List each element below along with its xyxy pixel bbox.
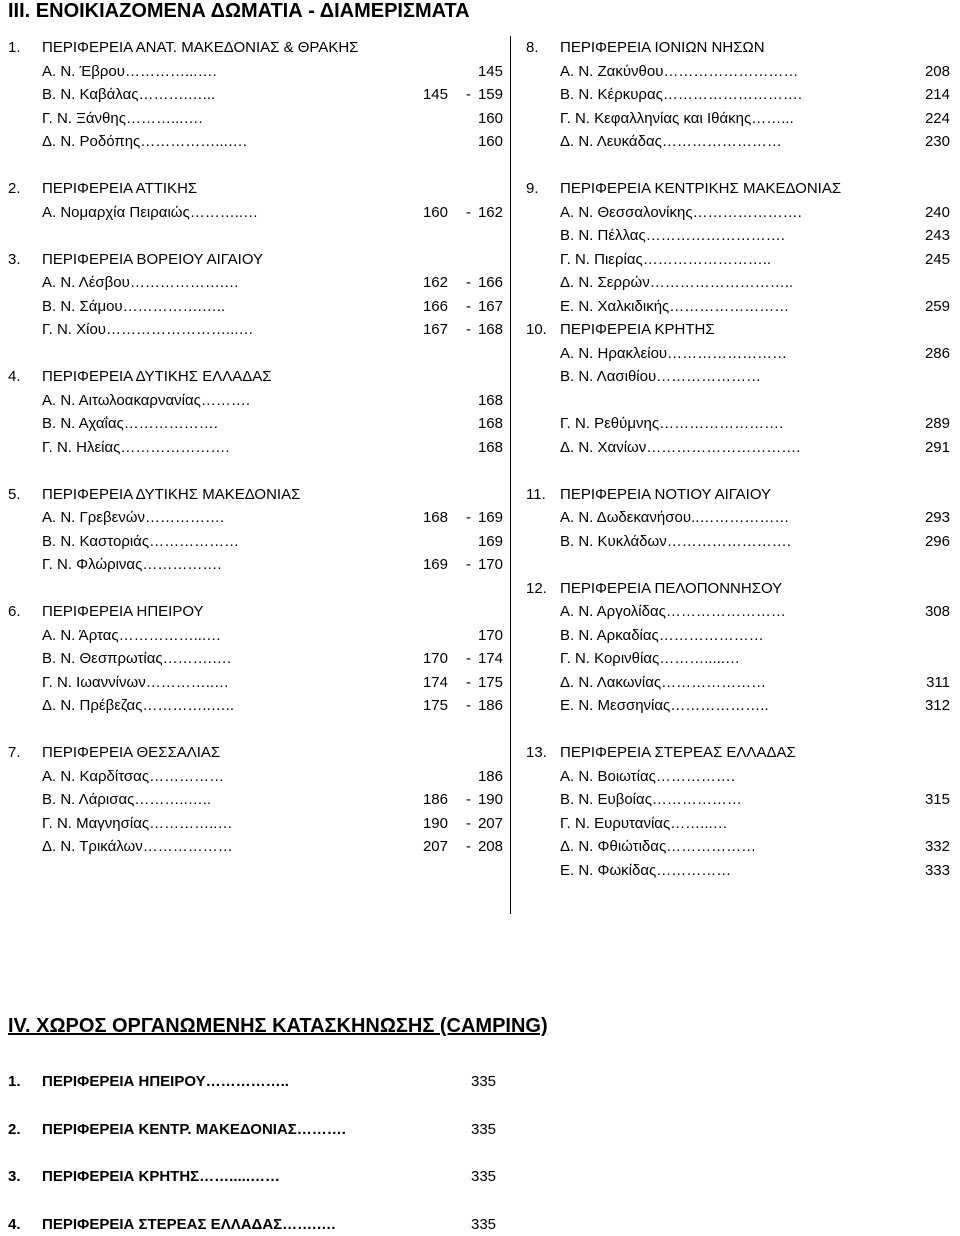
prefecture-name: Γ. Ν. Ευρυτανίας……...… xyxy=(560,812,728,836)
prefecture-row xyxy=(526,671,956,695)
prefecture-row xyxy=(8,812,503,836)
page-number: 214 xyxy=(925,83,950,107)
prefecture-row xyxy=(8,671,503,695)
prefecture-row xyxy=(8,788,503,812)
prefecture-name: Ε. Ν. Χαλκιδικής…………………… xyxy=(560,295,789,319)
prefecture-row xyxy=(526,248,956,272)
prefecture-name: Β. Ν. Καστοριάς……………… xyxy=(42,530,239,554)
page-number: 259 xyxy=(925,295,950,319)
region-heading xyxy=(8,177,503,201)
prefecture-name: Β. Ν. Αχαΐας………………. xyxy=(42,412,218,436)
region-block xyxy=(526,36,956,177)
prefecture-name: Α. Ν. Θεσσαλονίκης…………………. xyxy=(560,201,802,225)
prefecture-row xyxy=(8,107,503,131)
prefecture-row xyxy=(526,130,956,154)
camping-number: 4. xyxy=(8,1213,21,1236)
prefecture-row xyxy=(8,506,503,530)
region-gap xyxy=(526,459,956,483)
prefecture-name: Γ. Ν. Κεφαλληνίας και Ιθάκης……... xyxy=(560,107,794,131)
prefecture-row xyxy=(526,624,956,648)
region-heading xyxy=(526,741,956,765)
column-divider xyxy=(510,36,511,914)
region-heading xyxy=(526,318,956,342)
prefecture-row xyxy=(8,694,503,718)
region-number: 1. xyxy=(8,36,21,60)
region-number: 7. xyxy=(8,741,21,765)
page-number: 245 xyxy=(925,248,950,272)
prefecture-row xyxy=(526,812,956,836)
prefecture-name: Β. Ν. Σάμου…………….….. xyxy=(42,295,225,319)
page-number: 207 xyxy=(478,812,503,836)
page-number: 166 xyxy=(478,271,503,295)
page-from: 160 xyxy=(423,201,448,225)
prefecture-row xyxy=(8,436,503,460)
page-number: 291 xyxy=(925,436,950,460)
camping-region: ΠΕΡΙΦΕΡΕΙΑ ΚΡΗΤΗΣ…….....…… xyxy=(42,1165,280,1189)
page-number: 170 xyxy=(478,624,503,648)
prefecture-name: Α. Ν. Δωδεκανήσου..……………… xyxy=(560,506,789,530)
page-from: 162 xyxy=(423,271,448,295)
page-number: 170 xyxy=(478,553,503,577)
page-dash: - xyxy=(466,835,471,859)
region-gap xyxy=(8,577,503,601)
prefecture-name: Β. Ν. Αρκαδίας………………… xyxy=(560,624,764,648)
page-dash: - xyxy=(466,506,471,530)
page-dash: - xyxy=(466,201,471,225)
page-number: 175 xyxy=(478,671,503,695)
prefecture-name: Δ. Ν. Φθιώτιδας……………… xyxy=(560,835,756,859)
region-block xyxy=(8,365,503,483)
prefecture-row xyxy=(526,694,956,718)
prefecture-name: Α. Ν. Γρεβενών……………. xyxy=(42,506,224,530)
region-name: ΠΕΡΙΦΕΡΕΙΑ ΑΤΤΙΚΗΣ xyxy=(42,177,197,201)
page-number: 160 xyxy=(478,130,503,154)
prefecture-name: Γ. Ν. Ξάνθης………...…. xyxy=(42,107,203,131)
prefecture-name: Δ. Ν. Τρικάλων……………… xyxy=(42,835,233,859)
prefecture-row xyxy=(526,60,956,84)
region-name: ΠΕΡΙΦΕΡΕΙΑ ΚΡΗΤΗΣ xyxy=(560,318,715,342)
page-number: 333 xyxy=(925,859,950,883)
camping-region: ΠΕΡΙΦΕΡΕΙΑ ΣΤΕΡΕΑΣ ΕΛΛΑΔΑΣ…….…. xyxy=(42,1213,335,1236)
prefecture-name: Ε. Ν. Μεσσηνίας……………….. xyxy=(560,694,769,718)
camping-row xyxy=(8,1213,608,1236)
page-number: 167 xyxy=(478,295,503,319)
prefecture-name: Β. Ν. Καβάλας……….…... xyxy=(42,83,215,107)
page-from: 190 xyxy=(423,812,448,836)
page-dash: - xyxy=(466,295,471,319)
prefecture-row xyxy=(8,318,503,342)
prefecture-name: Γ. Ν. Φλώρινας……………. xyxy=(42,553,222,577)
region-name: ΠΕΡΙΦΕΡΕΙΑ ΑΝΑΤ. ΜΑΚΕΔΟΝΙΑΣ & ΘΡΑΚΗΣ xyxy=(42,36,358,60)
camping-number: 2. xyxy=(8,1118,21,1142)
page-number: 289 xyxy=(925,412,950,436)
region-block xyxy=(526,577,956,742)
prefecture-name: Δ. Ν. Λευκάδας…………………… xyxy=(560,130,782,154)
left-column xyxy=(8,36,503,859)
region-name: ΠΕΡΙΦΕΡΕΙΑ ΔΥΤΙΚΗΣ ΜΑΚΕΔΟΝΙΑΣ xyxy=(42,483,300,507)
prefecture-name: Α. Ν. Αιτωλοακαρνανίας………. xyxy=(42,389,250,413)
prefecture-name: Α. Ν. Ηρακλείου…………………… xyxy=(560,342,787,366)
prefecture-row xyxy=(526,224,956,248)
page-from: 168 xyxy=(423,506,448,530)
prefecture-row xyxy=(526,201,956,225)
prefecture-name: Α. Ν. Βοιωτίας……………. xyxy=(560,765,735,789)
region-block xyxy=(8,600,503,741)
page-number: 169 xyxy=(478,530,503,554)
page-from: 174 xyxy=(423,671,448,695)
camping-number: 1. xyxy=(8,1070,21,1094)
page-from: 169 xyxy=(423,553,448,577)
page-number: 240 xyxy=(925,201,950,225)
prefecture-name: Α. Νομαρχία Πειραιώς………..… xyxy=(42,201,258,225)
prefecture-name: Α. Ν. Καρδίτσας…………… xyxy=(42,765,224,789)
camping-page: 335 xyxy=(471,1070,496,1094)
prefecture-row xyxy=(526,342,956,366)
prefecture-name: Δ. Ν. Λακωνίας………………… xyxy=(560,671,766,695)
page-number: 208 xyxy=(925,60,950,84)
prefecture-row xyxy=(526,436,956,460)
page-number: 243 xyxy=(925,224,950,248)
region-number: 8. xyxy=(526,36,539,60)
region-name: ΠΕΡΙΦΕΡΕΙΑ ΗΠΕΙΡΟΥ xyxy=(42,600,204,624)
camping-row xyxy=(8,1165,608,1189)
region-number: 13. xyxy=(526,741,547,765)
page-number: 186 xyxy=(478,765,503,789)
region-gap xyxy=(8,224,503,248)
page-number: 190 xyxy=(478,788,503,812)
camping-region: ΠΕΡΙΦΕΡΕΙΑ ΚΕΝΤΡ. ΜΑΚΕΔΟΝΙΑΣ………. xyxy=(42,1118,346,1142)
page-number: 293 xyxy=(925,506,950,530)
page-number: 168 xyxy=(478,318,503,342)
region-name: ΠΕΡΙΦΕΡΕΙΑ ΣΤΕΡΕΑΣ ΕΛΛΑΔΑΣ xyxy=(560,741,796,765)
prefecture-name: Γ. Ν. Ηλείας…………………. xyxy=(42,436,230,460)
prefecture-row xyxy=(526,835,956,859)
prefecture-row xyxy=(526,530,956,554)
region-number: 6. xyxy=(8,600,21,624)
region-heading xyxy=(526,483,956,507)
page-number: 315 xyxy=(925,788,950,812)
region-gap xyxy=(8,154,503,178)
prefecture-name: Α. Ν. Ζακύνθου……………………… xyxy=(560,60,798,84)
page-from: 166 xyxy=(423,295,448,319)
prefecture-row xyxy=(8,83,503,107)
prefecture-row xyxy=(526,412,956,436)
region-block xyxy=(8,741,503,859)
region-heading xyxy=(526,36,956,60)
camping-region: ΠΕΡΙΦΕΡΕΙΑ ΗΠΕΙΡΟΥ…………….. xyxy=(42,1070,289,1094)
region-gap xyxy=(8,718,503,742)
region-heading xyxy=(8,248,503,272)
region-block xyxy=(526,318,956,483)
page-number: 174 xyxy=(478,647,503,671)
region-number: 5. xyxy=(8,483,21,507)
prefecture-name: Β. Ν. Ευβοίας……………… xyxy=(560,788,742,812)
page-number: 312 xyxy=(925,694,950,718)
prefecture-row xyxy=(526,107,956,131)
page-number: 160 xyxy=(478,107,503,131)
page-number: 286 xyxy=(925,342,950,366)
camping-section xyxy=(8,1006,608,1236)
region-number: 3. xyxy=(8,248,21,272)
camping-page: 335 xyxy=(471,1118,496,1142)
prefecture-row xyxy=(8,130,503,154)
page-dash: - xyxy=(466,647,471,671)
prefecture-name: Ε. Ν. Φωκίδας…………… xyxy=(560,859,731,883)
region-name: ΠΕΡΙΦΕΡΕΙΑ ΝΟΤΙΟΥ ΑΙΓΑΙΟΥ xyxy=(560,483,771,507)
page-from: 207 xyxy=(423,835,448,859)
page-from: 170 xyxy=(423,647,448,671)
prefecture-row xyxy=(8,389,503,413)
section-title: III. ΕΝΟΙΚΙΑΖΟΜΕΝΑ ΔΩΜΑΤΙΑ - ΔΙΑΜΕΡΙΣΜΑΤΑ xyxy=(8,0,470,23)
prefecture-name: Γ. Ν. Μαγνησίας…………..… xyxy=(42,812,232,836)
page-number: 168 xyxy=(478,412,503,436)
camping-row xyxy=(8,1070,608,1094)
prefecture-name: Α. Ν. Έβρου…………...…. xyxy=(42,60,217,84)
prefecture-row xyxy=(526,788,956,812)
page-number: 224 xyxy=(925,107,950,131)
page-number: 145 xyxy=(478,60,503,84)
page-from: 175 xyxy=(423,694,448,718)
region-name: ΠΕΡΙΦΕΡΕΙΑ ΠΕΛΟΠΟΝΝΗΣΟΥ xyxy=(560,577,782,601)
page-dash: - xyxy=(466,694,471,718)
page-dash: - xyxy=(466,671,471,695)
prefecture-name: Α. Ν. Αργολίδας…………………… xyxy=(560,600,786,624)
page-number: 168 xyxy=(478,436,503,460)
region-heading xyxy=(8,600,503,624)
prefecture-row xyxy=(526,506,956,530)
page-from: 167 xyxy=(423,318,448,342)
camping-number: 3. xyxy=(8,1165,21,1189)
prefecture-name: Α. Ν. Λέσβου……………….… xyxy=(42,271,239,295)
prefecture-row xyxy=(8,530,503,554)
page-dash: - xyxy=(466,271,471,295)
prefecture-name: Β. Ν. Κέρκυρας………………………. xyxy=(560,83,802,107)
region-heading xyxy=(8,365,503,389)
page-number: 230 xyxy=(925,130,950,154)
prefecture-name: Β. Ν. Κυκλάδων……………………. xyxy=(560,530,791,554)
region-gap xyxy=(526,553,956,577)
page-number: 169 xyxy=(478,506,503,530)
region-number: 10. xyxy=(526,318,547,342)
page-from: 186 xyxy=(423,788,448,812)
prefecture-name: Β. Ν. Πέλλας………………………. xyxy=(560,224,785,248)
prefecture-row xyxy=(526,765,956,789)
page-number: 208 xyxy=(478,835,503,859)
region-gap xyxy=(8,459,503,483)
region-block xyxy=(526,741,956,882)
region-heading xyxy=(8,483,503,507)
prefecture-name: Β. Ν. Λασιθίου………………… xyxy=(560,365,761,389)
region-number: 11. xyxy=(526,483,546,507)
prefecture-row xyxy=(526,365,956,389)
page-number: 162 xyxy=(478,201,503,225)
region-number: 9. xyxy=(526,177,539,201)
prefecture-row xyxy=(8,647,503,671)
prefecture-name: Α. Ν. Άρτας……………...… xyxy=(42,624,221,648)
prefecture-row xyxy=(8,412,503,436)
prefecture-row xyxy=(8,765,503,789)
prefecture-name: Δ. Ν. Σερρών……………………….. xyxy=(560,271,793,295)
region-block xyxy=(526,483,956,577)
page-number: 159 xyxy=(478,83,503,107)
camping-title: IV. ΧΩΡΟΣ ΟΡΓΑΝΩΜΕΝΗΣ ΚΑΤΑΣΚΗΝΩΣΗΣ (CAMPING) xyxy=(8,1006,608,1046)
region-number: 2. xyxy=(8,177,21,201)
region-number: 12. xyxy=(526,577,547,601)
page-dash: - xyxy=(466,788,471,812)
page-dash: - xyxy=(466,83,471,107)
region-number: 4. xyxy=(8,365,21,389)
page-dash: - xyxy=(466,318,471,342)
page-number: 168 xyxy=(478,389,503,413)
prefecture-row xyxy=(526,600,956,624)
page-dash: - xyxy=(466,812,471,836)
region-heading xyxy=(8,36,503,60)
region-name: ΠΕΡΙΦΕΡΕΙΑ ΘΕΣΣΑΛΙΑΣ xyxy=(42,741,220,765)
page-number: 186 xyxy=(478,694,503,718)
prefecture-row xyxy=(526,271,956,295)
prefecture-row xyxy=(8,201,503,225)
region-block xyxy=(8,483,503,601)
region-block xyxy=(8,177,503,248)
page-dash: - xyxy=(466,553,471,577)
region-block xyxy=(8,248,503,366)
prefecture-row xyxy=(8,553,503,577)
region-heading xyxy=(8,741,503,765)
prefecture-name: Δ. Ν. Ροδόπης……………...…. xyxy=(42,130,247,154)
prefecture-name: Β. Ν. Θεσπρωτίας……….…. xyxy=(42,647,231,671)
camping-page: 335 xyxy=(471,1213,496,1236)
region-name: ΠΕΡΙΦΕΡΕΙΑ ΔΥΤΙΚΗΣ ΕΛΛΑΔΑΣ xyxy=(42,365,272,389)
prefecture-name: Δ. Ν. Πρέβεζας…………..….. xyxy=(42,694,234,718)
prefecture-row xyxy=(8,271,503,295)
right-column xyxy=(526,36,956,882)
prefecture-row xyxy=(8,295,503,319)
region-name: ΠΕΡΙΦΕΡΕΙΑ ΚΕΝΤΡΙΚΗΣ ΜΑΚΕΔΟΝΙΑΣ xyxy=(560,177,841,201)
region-gap xyxy=(526,154,956,178)
prefecture-name: Γ. Ν. Ιωαννίνων…………..… xyxy=(42,671,229,695)
page-number: 311 xyxy=(926,671,950,695)
page-number: 332 xyxy=(925,835,950,859)
prefecture-name: Γ. Ν. Ρεθύμνης……………………. xyxy=(560,412,783,436)
prefecture-row xyxy=(526,389,956,413)
page-from: 145 xyxy=(423,83,448,107)
region-block xyxy=(8,36,503,177)
prefecture-name: Γ. Ν. Χίου……………………...… xyxy=(42,318,254,342)
prefecture-row xyxy=(8,60,503,84)
region-name: ΠΕΡΙΦΕΡΕΙΑ ΒΟΡΕΙΟΥ ΑΙΓΑΙΟΥ xyxy=(42,248,263,272)
prefecture-row xyxy=(526,295,956,319)
region-gap xyxy=(8,342,503,366)
prefecture-name: Β. Ν. Λάρισας………..….. xyxy=(42,788,211,812)
region-block xyxy=(526,177,956,318)
prefecture-name: Δ. Ν. Χανίων…………………………. xyxy=(560,436,800,460)
prefecture-row xyxy=(8,835,503,859)
prefecture-name: Γ. Ν. Κορινθίας……….....… xyxy=(560,647,740,671)
camping-row xyxy=(8,1118,608,1142)
region-name: ΠΕΡΙΦΕΡΕΙΑ ΙΟΝΙΩΝ ΝΗΣΩΝ xyxy=(560,36,765,60)
page-number: 296 xyxy=(925,530,950,554)
prefecture-name: Γ. Ν. Πιερίας…………………….. xyxy=(560,248,771,272)
prefecture-row xyxy=(526,859,956,883)
prefecture-row xyxy=(526,647,956,671)
page-number: 308 xyxy=(925,600,950,624)
region-heading xyxy=(526,177,956,201)
camping-page: 335 xyxy=(471,1165,496,1189)
prefecture-row xyxy=(8,624,503,648)
camping-list xyxy=(8,1070,608,1236)
region-gap xyxy=(526,718,956,742)
region-heading xyxy=(526,577,956,601)
prefecture-row xyxy=(526,83,956,107)
